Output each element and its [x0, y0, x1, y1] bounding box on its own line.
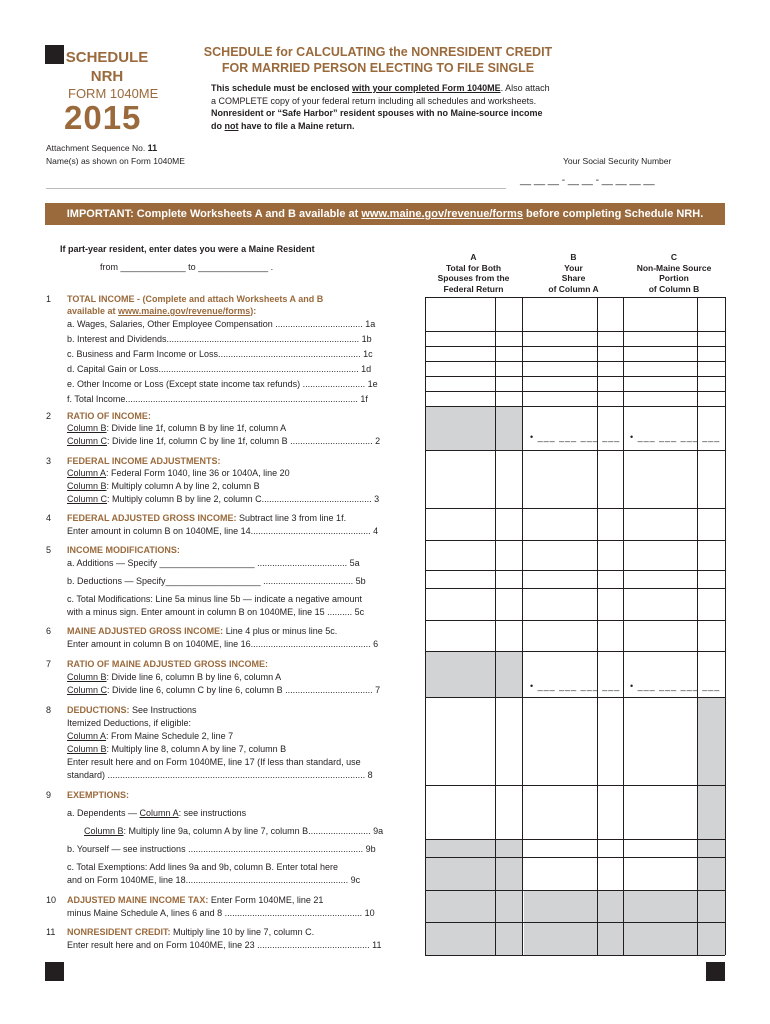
l9a1: a. Dependents — [67, 808, 140, 818]
line4-heading [67, 512, 346, 525]
line8-itemized: Itemized Deductions, if eligible: [67, 718, 192, 728]
line10-text: minus Maine Schedule A, lines 6 and 8 ....................................................... 10 [67, 908, 375, 918]
line5a: a. Additions — Specify ___________________ .................................... 5a [67, 558, 360, 568]
l8-b2: : Multiply line 8, column A by line 7, column B [106, 744, 287, 754]
l8-head: DEDUCTIONS: [67, 705, 130, 715]
grid-row [425, 890, 725, 891]
line1d: d. Capital Gain or Loss................................................................................ 1d [67, 364, 372, 374]
grid-row [425, 361, 725, 362]
grid-row [425, 857, 725, 858]
line1-h2a: available at [67, 306, 119, 316]
schedule-label: SCHEDULE [65, 49, 149, 66]
shade-col-a-lines-2-3 [425, 406, 522, 450]
line2-col-c [67, 435, 380, 448]
line11-number: 11 [46, 927, 56, 937]
l2-c2: : Divide line 1f, column C by line 1f, column B ................................. 2 [107, 436, 381, 446]
shade-col-a-lines-7 [425, 651, 522, 697]
line1-h2c: ): [250, 306, 257, 316]
line3-heading: FEDERAL INCOME ADJUSTMENTS: [67, 456, 221, 466]
grid-row [425, 331, 725, 332]
l2-b2: : Divide line 1f, column B by line 1f, column A [106, 423, 287, 433]
intro-line4a: do [211, 120, 225, 131]
shade-col-c-lines-8-11 [697, 697, 725, 955]
l6-rest: Line 4 plus or minus line 5c. [223, 626, 338, 636]
line6-heading [67, 625, 337, 638]
line11-heading [67, 926, 314, 939]
line9-heading: EXEMPTIONS: [67, 790, 130, 800]
l6-head: MAINE ADJUSTED GROSS INCOME: [67, 626, 224, 636]
grid-row [425, 376, 725, 377]
intro-line3: Nonresident or “Safe Harbor” resident spouses with no Maine-source income [211, 108, 543, 118]
line8-enter: Enter result here and on Form 1040ME, line 17 (If less than standard, use [67, 757, 361, 767]
banner-text-b: before completing Schedule NRH. [522, 208, 704, 220]
form-title [200, 44, 556, 76]
grid-row [425, 570, 725, 571]
l8-a1: Column A [67, 731, 107, 741]
l7-c2: : Divide line 6, column C by line 6, column B ................................... 7 [107, 685, 381, 695]
l4-head: FEDERAL ADJUSTED GROSS INCOME: [67, 513, 237, 523]
line4-number: 4 [46, 513, 52, 523]
attachment-number: 11 [147, 143, 158, 153]
intro-b: with your completed Form 1040ME [352, 83, 501, 93]
form-title-line2: FOR MARRIED PERSON ELECTING TO FILE SINGLE [221, 61, 535, 75]
line2-col-b [67, 422, 286, 435]
line6-number: 6 [46, 626, 52, 636]
column-c-letter: C [670, 252, 678, 262]
line5c-1: c. Total Modifications: Line 5a minus line 5b — indicate a negative amount [67, 594, 363, 604]
line3-col-b [67, 480, 260, 493]
l8-b1: Column B [67, 744, 107, 754]
intro-a: This schedule must be enclosed [211, 83, 353, 93]
column-b-header [524, 252, 623, 294]
l9a2: Column A [139, 808, 179, 818]
intro-line4c: have to file a Maine return. [238, 120, 355, 131]
l4-rest: Subtract line 3 from line 1f. [236, 513, 347, 523]
line11-text: Enter result here and on Form 1040ME, line 23 ............................................. 11 [67, 940, 382, 950]
grid-row [425, 785, 725, 786]
grid-row [425, 450, 725, 451]
l3-c1: Column C [67, 494, 108, 504]
line9a-2 [84, 825, 383, 838]
shade-col-a-line-9bc [425, 839, 522, 890]
tax-year: 2015 [64, 99, 142, 136]
grid-row [425, 620, 725, 621]
intro-c: . Also attach [500, 83, 550, 93]
line8-heading [67, 704, 197, 717]
line5b: b. Deductions — Specify___________________ .................................... 5b [67, 576, 366, 586]
line7-heading: RATIO OF MAINE ADJUSTED GROSS INCOME: [67, 659, 269, 669]
column-a-l3: Federal Return [443, 283, 504, 294]
l3-a1: Column A [67, 468, 107, 478]
column-b-letter: B [570, 252, 577, 262]
line9c-2: and on Form 1040ME, line 18................................................................. 9c [67, 875, 361, 885]
line1e: e. Other Income or Loss (Except state income tax refunds) ......................... 1e [67, 379, 378, 389]
grid-row [425, 651, 725, 652]
column-c-l3: of Column B [648, 283, 700, 294]
intro-text [211, 82, 571, 132]
form-name: FORM 1040ME [68, 86, 159, 101]
line10-heading [67, 894, 323, 907]
column-c-l2: Portion [659, 273, 689, 283]
l9a3: : see instructions [178, 808, 247, 818]
line5c-2: with a minus sign. Enter amount in column B on 1040ME, line 15 .......... 5c [67, 607, 365, 617]
line1-heading2 [67, 305, 256, 318]
l11-head: NONRESIDENT CREDIT: [67, 927, 171, 937]
registration-mark-bottom-left [45, 962, 64, 981]
l8-a2: : From Maine Schedule 2, line 7 [106, 731, 234, 741]
grid-row [425, 508, 725, 509]
column-a-letter: A [470, 252, 477, 262]
column-b-l2: Share [561, 273, 586, 283]
line1a: a. Wages, Salaries, Other Employee Compensation ................................... 1a [67, 319, 376, 329]
names-input[interactable] [46, 188, 506, 189]
column-b-l1: Your [564, 262, 583, 273]
line8-standard: standard) ....................................................................................................... 8 [67, 770, 373, 780]
line8-number: 8 [46, 705, 52, 715]
column-b-l3: of Column A [548, 283, 599, 294]
important-banner [45, 203, 725, 225]
attachment-label: Attachment Sequence No. [46, 143, 146, 153]
grid-row [425, 406, 725, 407]
line1-heading: TOTAL INCOME - (Complete and attach Worksheets A and B [67, 294, 324, 304]
grid-row [425, 839, 725, 840]
banner-link[interactable]: www.maine.gov/revenue/forms [361, 208, 523, 220]
l7-b2: : Divide line 6, column B by line 6, column A [106, 672, 282, 682]
l7-c1: Column C [67, 685, 108, 695]
l11-rest: Multiply line 10 by line 7, column C. [170, 927, 315, 937]
line1c: c. Business and Farm Income or Loss......................................................... 1c [67, 349, 373, 359]
line1-number: 1 [46, 294, 52, 304]
l2-c1: Column C [67, 436, 108, 446]
ratio-line7-col-c[interactable]: • ___ ___ ___ ___ [630, 681, 721, 691]
column-c-header [623, 252, 725, 294]
line3-col-a [67, 467, 290, 480]
line3-number: 3 [46, 456, 52, 466]
line7-number: 7 [46, 659, 52, 669]
grid-row [425, 540, 725, 541]
line8-col-b [67, 743, 286, 756]
line9a-1 [67, 807, 246, 820]
part-year-dates[interactable]: from _____________ to ______________ . [100, 262, 274, 272]
attachment-sequence [46, 143, 157, 153]
grid-row [425, 922, 725, 923]
grid-row [425, 391, 725, 392]
line7-col-b [67, 671, 281, 684]
l10-rest: Enter Form 1040ME, line 21 [208, 895, 324, 905]
ratio-line7-col-b[interactable]: • ___ ___ ___ ___ [530, 681, 621, 691]
grid-row [425, 297, 725, 298]
l3-a2: : Federal Form 1040, line 36 or 1040A, line 20 [106, 468, 290, 478]
line8-col-a [67, 730, 233, 743]
l7-b1: Column B [67, 672, 107, 682]
line2-number: 2 [46, 411, 52, 421]
line1b: b. Interest and Dividends............................................................................. 1b [67, 334, 372, 344]
line5-number: 5 [46, 545, 52, 555]
l3-c2: : Multiply column B by line 2, column C............................................ 3 [107, 494, 380, 504]
l2-b1: Column B [67, 423, 107, 433]
schedule-title [62, 48, 152, 86]
column-a-header [425, 252, 522, 294]
grid-row [425, 588, 725, 589]
line6-text: Enter amount in column B on 1040ME, line 16................................................ 6 [67, 639, 379, 649]
line5-heading: INCOME MODIFICATIONS: [67, 545, 180, 555]
ratio-line2-col-c[interactable]: • ___ ___ ___ ___ [630, 432, 721, 442]
column-c-l1: Non-Maine Source [636, 262, 712, 273]
column-a-l1: Total for Both [445, 262, 502, 273]
line9b: b. Yourself — see instructions ...................................................................... 9b [67, 844, 376, 854]
line1f: f. Total Income............................................................................................. 1f [67, 394, 368, 404]
ssn-label: Your Social Security Number [563, 156, 672, 166]
l9a-b2: : Multiply line 9a, column A by line 7, column B......................... 9a [123, 826, 384, 836]
l10-head: ADJUSTED MAINE INCOME TAX: [67, 895, 209, 905]
names-label: Name(s) as shown on Form 1040ME [46, 156, 185, 166]
ssn-input[interactable]: __ __ __ - __ __ - __ __ __ __ [520, 175, 655, 186]
form-title-line1: SCHEDULE for CALCULATING the NONRESIDENT CREDIT [203, 45, 553, 59]
grid-row [425, 955, 725, 956]
intro-line4b: not [224, 120, 239, 131]
part-year-label: If part-year resident, enter dates you were a Maine Resident [60, 244, 315, 254]
intro-line2: a COMPLETE copy of your federal return including all schedules and worksheets. [211, 95, 537, 106]
line4-text: Enter amount in column B on 1040ME, line 14................................................ 4 [67, 526, 379, 536]
grid-row [425, 697, 725, 698]
grid-row [425, 346, 725, 347]
banner-text-a: IMPORTANT: Complete Worksheets A and B available at [66, 208, 362, 220]
grid-line [725, 297, 726, 955]
line7-col-c [67, 684, 380, 697]
l8-rest: See Instructions [129, 705, 197, 715]
column-a-l2: Spouses from the [437, 273, 510, 283]
line9c-1: c. Total Exemptions: Add lines 9a and 9b, column B. Enter total here [67, 862, 338, 872]
line3-col-c [67, 493, 379, 506]
registration-mark-bottom-right [706, 962, 725, 981]
ratio-line2-col-b[interactable]: • ___ ___ ___ ___ [530, 432, 621, 442]
line10-number: 10 [46, 895, 57, 905]
l9a-b1: Column B [84, 826, 124, 836]
line2-heading: RATIO OF INCOME: [67, 411, 151, 421]
line9-number: 9 [46, 790, 52, 800]
l3-b2: : Multiply column A by line 2, column B [106, 481, 260, 491]
l3-b1: Column B [67, 481, 107, 491]
schedule-code: NRH [90, 68, 124, 85]
line1-link[interactable]: www.maine.gov/revenue/forms [118, 306, 251, 316]
